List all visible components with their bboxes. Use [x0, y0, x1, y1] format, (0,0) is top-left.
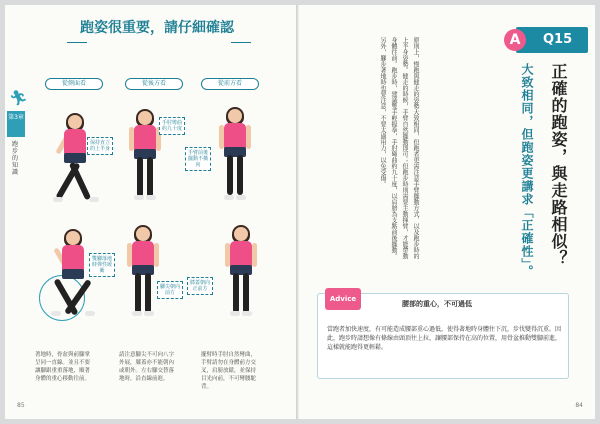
chapter-number-box	[7, 111, 25, 137]
view-label-back: 從後方看	[125, 78, 183, 90]
view-label-side: 從側面看	[45, 78, 103, 90]
caption-side: 著地時，骨盆與前腳掌呈同一直線。並且不要讓腳跟重重落地，順著身體的重心移動往前。	[35, 352, 91, 382]
callout-back-bottom: 腳尖朝向前方	[157, 281, 183, 299]
section-title: 跑姿很重要，請仔細確認	[80, 20, 234, 36]
chapter-side-tab	[5, 89, 29, 176]
title-rule-left	[67, 42, 87, 43]
runner-side-bottom	[43, 231, 103, 327]
chapter-label: 跑步的知識	[12, 141, 19, 176]
answer-letter-badge: A	[504, 29, 526, 51]
caption-back: 請注意腳尖不可向八字外展，膝蓋亦不能朝內或朝外。左右腳交替落地時，沿直線前進。	[119, 352, 175, 382]
question-title: 正確的跑姿，與走路相似？	[549, 63, 568, 267]
callout-back-top: 手肘彎曲約九十度	[159, 117, 185, 135]
runner-back-bottom	[113, 227, 173, 327]
answer-subtitle: 大致相同，但跑姿更講求「正確性」。	[520, 63, 534, 278]
question-number: Q15	[543, 32, 573, 47]
question-badge	[516, 27, 588, 53]
advice-body: 當跑者加快速度，有可能造成腰部重心過低，使得著地時身體往下沉，步伐變得沉重。因此，跑步時請想像有條線由頭頂往上拉，讓腰部保持在高的位置，用骨盆推動雙腳前進，這樣就能跑得更輕鬆。	[327, 326, 562, 351]
callout-side-bottom: 雙腳落地時彈性緩衝	[89, 253, 115, 277]
title-rule-right	[231, 42, 251, 43]
chapter-number: 第3章	[8, 114, 24, 121]
view-label-front: 從前方看	[201, 78, 259, 90]
right-page	[299, 5, 595, 419]
runner-front-top	[205, 109, 265, 215]
callout-side-top: 保持直立的上半身	[87, 137, 113, 155]
runner-icon: 🏃︎	[9, 89, 29, 107]
runner-front-bottom	[211, 227, 271, 327]
advice-tag: Advice	[325, 288, 361, 310]
callout-front-bottom: 膝蓋朝向正前方	[187, 277, 213, 295]
page-number-right: 84	[575, 402, 583, 409]
body-text: 原則上，慢跑與健走的姿勢大致相同，但跑者更需注意手臂擺動方式、以及跑步時的上半身姿勢。健走的時候，手臂自然擺動即可；但跑步時則需要主動揮臂，才能帶動身體往前。跑步時，建議雙手輕握拳，手肘彎曲約九十度，以肩膀為支點前後擺動。另外，腳步著地時也要注意，不要太過用力，以免受傷。	[379, 37, 419, 259]
callout-front-top: 手臂前後擺動不橫向	[185, 147, 211, 171]
caption-front: 擺臂時手肘自然彎曲，手臂請勿在身體前方交叉，肩膀放鬆，並保持目光向前，不可彎腰駝背。	[201, 352, 257, 390]
page-number-left: 85	[17, 402, 25, 409]
advice-title: 腰部的重心，不可過低	[402, 300, 472, 308]
left-page	[5, 5, 301, 419]
runner-side-top	[45, 115, 105, 215]
